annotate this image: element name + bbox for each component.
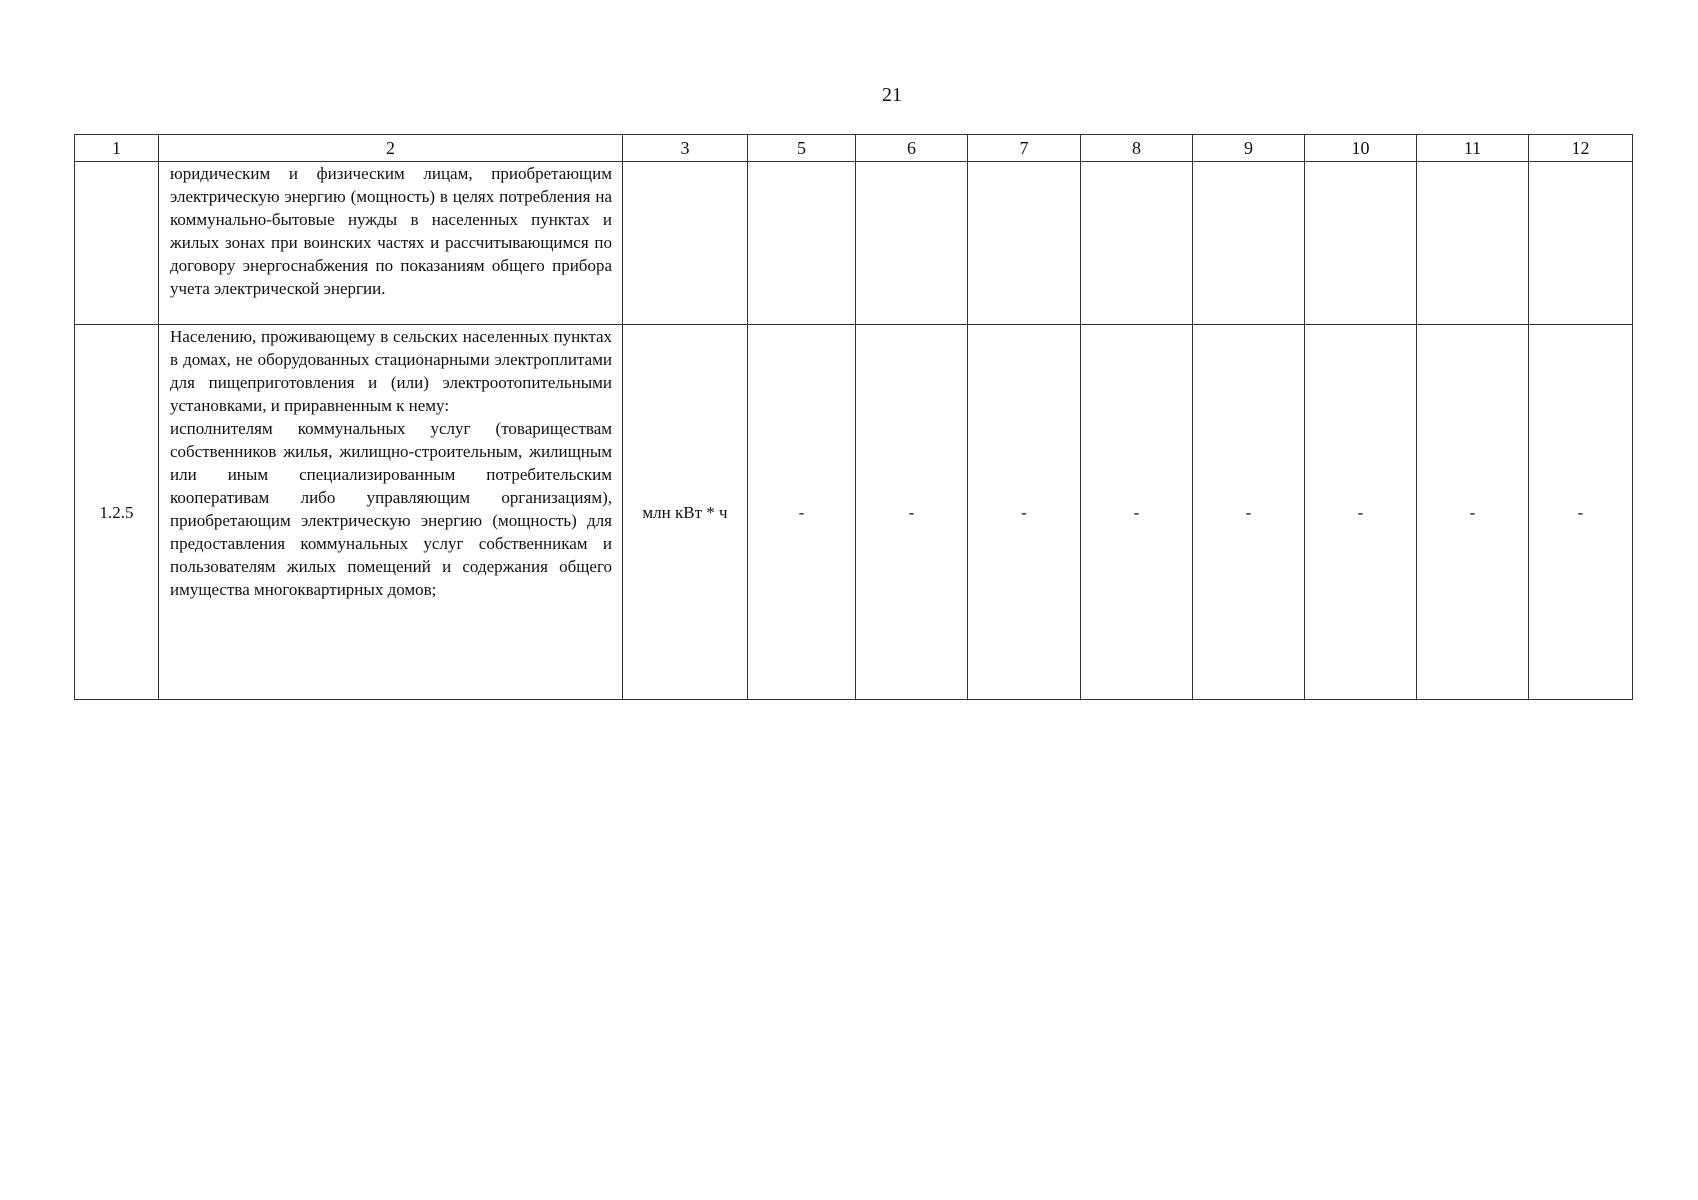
- unit-cell: [623, 162, 748, 325]
- column-header: 7: [968, 135, 1081, 162]
- column-header: 10: [1305, 135, 1417, 162]
- value-cell: -: [1417, 325, 1529, 700]
- column-header: 3: [623, 135, 748, 162]
- value-cell: -: [1193, 325, 1305, 700]
- value-cell: [1305, 162, 1417, 325]
- column-header: 1: [75, 135, 159, 162]
- value-cell: -: [748, 325, 856, 700]
- value-cell: -: [1081, 325, 1193, 700]
- table-row: [75, 325, 1633, 700]
- value-cell: [1081, 162, 1193, 325]
- column-header: 9: [1193, 135, 1305, 162]
- value-cell: -: [968, 325, 1081, 700]
- table-header-row: [75, 135, 1633, 162]
- value-cell: [748, 162, 856, 325]
- value-cell: -: [1305, 325, 1417, 700]
- value-cell: [1417, 162, 1529, 325]
- row-number-cell: [75, 162, 159, 325]
- row-number-cell: 1.2.5: [75, 325, 159, 700]
- column-header: 2: [159, 135, 623, 162]
- row-description-cell: [159, 162, 623, 325]
- description-paragraph: Населению, проживающему в сельских населенных пунктах в домах, не оборудованных стационарными электроплитами для пищеприготовления и (или) электроотопительными установками, и приравненным к нему:: [170, 327, 612, 415]
- value-cell: [856, 162, 968, 325]
- column-header: 11: [1417, 135, 1529, 162]
- description-paragraph: юридическим и физическим лицам, приобретающим электрическую энергию (мощность) в целях потребления на коммунально-бытовые нужды в населенных пунктах и жилых зонах при воинских частях и рассчитывающимся по договору энергоснабжения по показаниям общего прибора учета электрической энергии.: [170, 164, 612, 298]
- value-cell: -: [856, 325, 968, 700]
- column-header: 8: [1081, 135, 1193, 162]
- page-number: 21: [882, 84, 902, 106]
- table-row: [75, 162, 1633, 325]
- value-cell: [1529, 162, 1633, 325]
- value-cell: [968, 162, 1081, 325]
- value-cell: -: [1529, 325, 1633, 700]
- description-paragraph: исполнителям коммунальных услуг (товариществам собственников жилья, жилищно-строительным, жилищным или иным специализированным потребительским кооперативам либо управляющим организациям), приобретающим электрическую энергию (мощность) для предоставления коммунальных услуг собственникам и пользователям жилых помещений и содержания общего имущества многоквартирных домов;: [170, 419, 612, 599]
- value-cell: [1193, 162, 1305, 325]
- data-table: [74, 134, 1633, 700]
- row-description-cell: [159, 325, 623, 700]
- column-header: 5: [748, 135, 856, 162]
- unit-cell: млн кВт * ч: [623, 325, 748, 700]
- column-header: 12: [1529, 135, 1633, 162]
- column-header: 6: [856, 135, 968, 162]
